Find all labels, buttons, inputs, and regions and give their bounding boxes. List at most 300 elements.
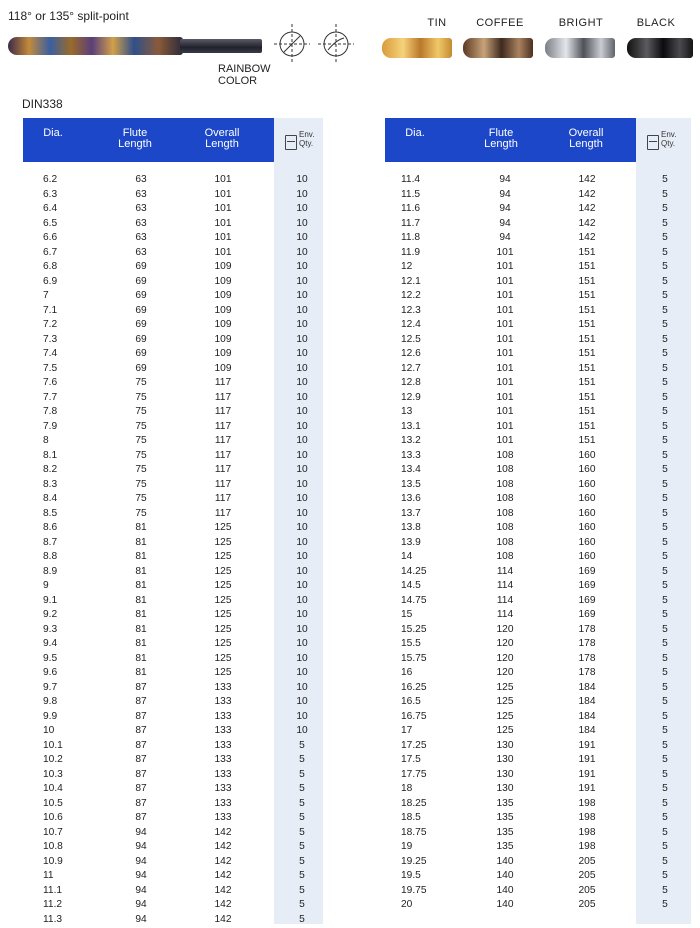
table-row bbox=[23, 449, 323, 464]
table-row bbox=[23, 463, 323, 478]
env-qty-cell: 5 bbox=[662, 420, 668, 432]
flute-length-cell: 81 bbox=[135, 551, 147, 562]
dia-cell: 11.1 bbox=[43, 884, 63, 896]
overall-length-cell: 142 bbox=[214, 870, 232, 881]
dia-cell: 17.25 bbox=[401, 739, 427, 751]
overall-length-cell: 205 bbox=[578, 855, 596, 867]
flute-length-cell: 81 bbox=[135, 536, 147, 548]
env-qty-cell: 10 bbox=[296, 435, 308, 446]
table-row bbox=[385, 724, 685, 739]
env-qty-cell: 5 bbox=[299, 768, 305, 780]
col-overall-header-line-2: Length bbox=[569, 138, 603, 150]
dia-cell: 12.9 bbox=[401, 391, 421, 403]
flute-length-cell: 75 bbox=[135, 449, 147, 461]
env-qty-cell: 5 bbox=[299, 826, 305, 838]
overall-length-cell: 101 bbox=[214, 188, 232, 200]
overall-length-cell: 133 bbox=[214, 754, 232, 765]
table-row bbox=[23, 246, 323, 261]
env-qty-cell: 10 bbox=[296, 725, 308, 736]
table-row bbox=[23, 579, 323, 594]
overall-length-cell: 184 bbox=[578, 725, 596, 736]
flute-length-cell: 108 bbox=[496, 536, 514, 548]
overall-length-cell: 151 bbox=[578, 246, 596, 258]
table-row bbox=[23, 333, 323, 348]
overall-length-cell: 117 bbox=[214, 377, 232, 388]
table-row bbox=[385, 855, 685, 870]
overall-length-cell: 101 bbox=[214, 217, 232, 229]
table-row bbox=[385, 347, 685, 362]
dia-cell: 10.6 bbox=[43, 812, 63, 823]
flute-length-cell: 101 bbox=[496, 246, 514, 258]
table-row bbox=[23, 695, 323, 710]
env-qty-cell: 10 bbox=[296, 464, 308, 475]
col-flute-header bbox=[113, 128, 157, 150]
dia-cell: 18 bbox=[401, 783, 413, 794]
table-row bbox=[23, 594, 323, 609]
dia-cell: 20 bbox=[401, 899, 413, 910]
flute-length-cell: 108 bbox=[496, 478, 514, 490]
table-row bbox=[385, 521, 685, 536]
dia-cell: 14.25 bbox=[401, 565, 427, 577]
env-qty-cell: 10 bbox=[296, 710, 308, 722]
env-qty-cell: 10 bbox=[296, 275, 308, 287]
overall-length-cell: 117 bbox=[214, 507, 232, 519]
flute-length-cell: 69 bbox=[135, 333, 147, 345]
env-qty-cell: 10 bbox=[296, 290, 308, 301]
dia-cell: 14 bbox=[401, 551, 413, 562]
overall-length-cell: 151 bbox=[578, 333, 596, 345]
env-qty-cell: 10 bbox=[296, 551, 308, 562]
flute-length-cell: 69 bbox=[135, 319, 147, 330]
dia-cell: 19.25 bbox=[401, 855, 427, 867]
env-qty-cell: 10 bbox=[296, 232, 308, 243]
dia-cell: 13.7 bbox=[401, 507, 421, 519]
dia-cell: 11.7 bbox=[401, 217, 421, 229]
table-row bbox=[23, 797, 323, 812]
overall-length-cell: 142 bbox=[214, 899, 232, 910]
table-row bbox=[385, 623, 685, 638]
flute-length-cell: 101 bbox=[496, 420, 514, 432]
env-qty-cell: 10 bbox=[296, 217, 308, 229]
finish-label-black: BLACK bbox=[636, 17, 676, 29]
dia-cell: 13.4 bbox=[401, 464, 421, 475]
table-row bbox=[23, 231, 323, 246]
env-qty-cell: 10 bbox=[296, 696, 308, 707]
flute-length-cell: 94 bbox=[135, 884, 147, 896]
overall-length-cell: 151 bbox=[578, 391, 596, 403]
dia-cell: 13.6 bbox=[401, 493, 421, 504]
table-row bbox=[23, 304, 323, 319]
overall-length-cell: 151 bbox=[578, 362, 596, 374]
env-qty-cell: 5 bbox=[662, 812, 668, 823]
col-overall-header-line-1: Overall bbox=[568, 127, 604, 139]
flute-length-cell: 120 bbox=[496, 638, 514, 649]
flute-length-cell: 130 bbox=[496, 768, 514, 780]
env-qty-cell: 5 bbox=[662, 797, 668, 809]
flute-length-cell: 94 bbox=[499, 188, 511, 200]
overall-length-cell: 142 bbox=[214, 855, 232, 867]
overall-length-cell: 109 bbox=[214, 362, 232, 374]
overall-length-cell: 133 bbox=[214, 768, 232, 780]
split-point-icon bbox=[274, 24, 354, 64]
overall-length-cell: 133 bbox=[214, 681, 232, 693]
env-qty-cell: 10 bbox=[296, 580, 308, 591]
table-row bbox=[23, 478, 323, 493]
flute-length-cell: 69 bbox=[135, 362, 147, 374]
table-row bbox=[23, 681, 323, 696]
flute-length-cell: 94 bbox=[135, 913, 147, 925]
overall-length-cell: 160 bbox=[578, 493, 596, 504]
env-qty-cell: 10 bbox=[296, 188, 308, 200]
table-row bbox=[385, 420, 685, 435]
table-row bbox=[385, 434, 685, 449]
dia-cell: 7.8 bbox=[43, 406, 58, 417]
table-row bbox=[23, 536, 323, 551]
table-row bbox=[23, 913, 323, 928]
env-qty-cell: 5 bbox=[662, 478, 668, 490]
flute-length-cell: 108 bbox=[496, 507, 514, 519]
table-row bbox=[23, 550, 323, 565]
env-qty-cell: 5 bbox=[662, 725, 668, 736]
table-row bbox=[385, 449, 685, 464]
table-row bbox=[385, 666, 685, 681]
overall-length-cell: 125 bbox=[214, 638, 232, 649]
dia-cell: 11.4 bbox=[401, 174, 421, 185]
col-flute-header-line-2: Length bbox=[118, 138, 152, 150]
env-qty-cell: 5 bbox=[299, 841, 305, 852]
dia-cell: 8.7 bbox=[43, 536, 58, 548]
table-row bbox=[23, 507, 323, 522]
flute-length-cell: 87 bbox=[135, 797, 147, 809]
dia-cell: 12.1 bbox=[401, 275, 421, 287]
table-row bbox=[385, 217, 685, 232]
flute-length-cell: 87 bbox=[135, 754, 147, 765]
overall-length-cell: 101 bbox=[214, 174, 232, 185]
table-row bbox=[385, 695, 685, 710]
overall-length-cell: 133 bbox=[214, 696, 232, 707]
overall-length-cell: 109 bbox=[214, 348, 232, 359]
overall-length-cell: 142 bbox=[214, 826, 232, 838]
table-row bbox=[385, 318, 685, 333]
overall-length-cell: 151 bbox=[578, 304, 596, 316]
table-row bbox=[23, 666, 323, 681]
col-flute-header-line-1: Flute bbox=[488, 127, 514, 139]
env-qty-cell: 5 bbox=[662, 377, 668, 388]
flute-length-cell: 114 bbox=[496, 594, 514, 606]
env-qty-cell: 5 bbox=[662, 304, 668, 316]
env-qty-cell: 10 bbox=[296, 493, 308, 504]
table-row bbox=[23, 289, 323, 304]
dia-cell: 13.8 bbox=[401, 522, 421, 533]
env-qty-cell: 5 bbox=[662, 232, 668, 243]
env-qty-cell: 5 bbox=[662, 435, 668, 446]
env-qty-cell: 5 bbox=[299, 739, 305, 751]
overall-length-cell: 184 bbox=[578, 710, 596, 722]
table-row bbox=[23, 275, 323, 290]
dia-cell: 13.9 bbox=[401, 536, 421, 548]
table-row bbox=[385, 275, 685, 290]
env-qty-cell: 5 bbox=[662, 710, 668, 722]
table-row bbox=[385, 202, 685, 217]
overall-length-cell: 125 bbox=[214, 652, 232, 664]
flute-length-cell: 130 bbox=[496, 739, 514, 751]
col-overall-header-line-2: Length bbox=[205, 138, 239, 150]
dia-cell: 11.5 bbox=[401, 188, 421, 200]
overall-length-cell: 117 bbox=[214, 464, 232, 475]
overall-length-cell: 184 bbox=[578, 681, 596, 693]
flute-length-cell: 81 bbox=[135, 652, 147, 664]
env-qty-cell: 5 bbox=[662, 406, 668, 417]
env-qty-cell: 5 bbox=[662, 290, 668, 301]
overall-length-cell: 142 bbox=[214, 884, 232, 896]
finish-label-bright: BRIGHT bbox=[558, 17, 604, 29]
table-row bbox=[385, 710, 685, 725]
env-qty-cell: 5 bbox=[662, 217, 668, 229]
col-flute-header bbox=[479, 128, 523, 150]
table-row bbox=[23, 217, 323, 232]
flute-length-cell: 101 bbox=[496, 275, 514, 287]
dia-cell: 17.5 bbox=[401, 754, 421, 765]
overall-length-cell: 151 bbox=[578, 420, 596, 432]
table-row bbox=[385, 811, 685, 826]
dia-cell: 6.3 bbox=[43, 188, 58, 200]
table-row bbox=[23, 362, 323, 377]
env-qty-cell: 5 bbox=[662, 319, 668, 330]
flute-length-cell: 135 bbox=[496, 841, 514, 852]
flute-length-cell: 81 bbox=[135, 623, 147, 635]
env-qty-cell: 5 bbox=[662, 174, 668, 185]
env-qty-cell: 10 bbox=[296, 348, 308, 359]
overall-length-cell: 151 bbox=[578, 348, 596, 359]
flute-length-cell: 87 bbox=[135, 696, 147, 707]
flute-length-cell: 81 bbox=[135, 580, 147, 591]
dia-cell: 17 bbox=[401, 725, 413, 736]
env-qty-cell: 5 bbox=[662, 275, 668, 287]
dia-cell: 8.6 bbox=[43, 522, 58, 533]
dia-cell: 18.75 bbox=[401, 826, 427, 838]
flute-length-cell: 120 bbox=[496, 623, 514, 635]
flute-length-cell: 101 bbox=[496, 261, 514, 272]
dia-cell: 7.5 bbox=[43, 362, 58, 374]
table-row bbox=[23, 637, 323, 652]
env-qty-cell: 5 bbox=[662, 580, 668, 591]
col-overall-header bbox=[195, 128, 249, 150]
env-qty-cell: 5 bbox=[662, 623, 668, 635]
dia-cell: 10.9 bbox=[43, 855, 63, 867]
flute-length-cell: 101 bbox=[496, 348, 514, 359]
flute-length-cell: 75 bbox=[135, 478, 147, 490]
overall-length-cell: 160 bbox=[578, 536, 596, 548]
overall-length-cell: 133 bbox=[214, 725, 232, 736]
dia-cell: 6.9 bbox=[43, 275, 58, 287]
overall-length-cell: 151 bbox=[578, 319, 596, 330]
overall-length-cell: 142 bbox=[578, 203, 596, 214]
dia-cell: 19.5 bbox=[401, 870, 421, 881]
dia-cell: 10.8 bbox=[43, 841, 63, 852]
overall-length-cell: 142 bbox=[578, 188, 596, 200]
dia-cell: 9 bbox=[43, 580, 49, 591]
table-row bbox=[385, 753, 685, 768]
envelope-box-icon bbox=[285, 135, 297, 150]
env-qty-cell: 5 bbox=[662, 261, 668, 272]
env-qty-cell: 10 bbox=[296, 377, 308, 388]
env-qty-cell: 5 bbox=[662, 681, 668, 693]
env-qty-cell: 5 bbox=[662, 594, 668, 606]
env-qty-cell: 5 bbox=[662, 739, 668, 751]
flute-length-cell: 101 bbox=[496, 290, 514, 301]
overall-length-cell: 205 bbox=[578, 899, 596, 910]
overall-length-cell: 151 bbox=[578, 275, 596, 287]
env-qty-cell: 5 bbox=[662, 507, 668, 519]
table-row bbox=[385, 362, 685, 377]
flute-length-cell: 94 bbox=[135, 870, 147, 881]
table-row bbox=[385, 492, 685, 507]
table-row bbox=[23, 623, 323, 638]
table-row bbox=[23, 188, 323, 203]
env-qty-cell: 5 bbox=[662, 754, 668, 765]
table-row bbox=[23, 608, 323, 623]
dia-cell: 15 bbox=[401, 609, 413, 620]
overall-length-cell: 117 bbox=[214, 420, 232, 432]
env-qty-cell: 5 bbox=[662, 652, 668, 664]
table-row bbox=[23, 173, 323, 188]
dia-cell: 16 bbox=[401, 667, 413, 678]
overall-length-cell: 117 bbox=[214, 478, 232, 490]
table-row bbox=[385, 782, 685, 797]
dia-cell: 10 bbox=[43, 725, 55, 736]
overall-length-cell: 125 bbox=[214, 623, 232, 635]
dia-cell: 6.6 bbox=[43, 232, 58, 243]
env-qty-cell: 10 bbox=[296, 174, 308, 185]
col-qty-header-line-1: Env. bbox=[661, 130, 677, 139]
table-row bbox=[23, 434, 323, 449]
table-row bbox=[385, 463, 685, 478]
table-row bbox=[385, 188, 685, 203]
dia-cell: 8.9 bbox=[43, 565, 58, 577]
table-row bbox=[23, 202, 323, 217]
env-qty-cell: 5 bbox=[299, 754, 305, 765]
overall-length-cell: 125 bbox=[214, 580, 232, 591]
col-qty-header-line-1: Env. bbox=[299, 130, 315, 139]
overall-length-cell: 178 bbox=[578, 638, 596, 649]
dia-cell: 13.5 bbox=[401, 478, 421, 490]
env-qty-cell: 10 bbox=[296, 261, 308, 272]
flute-length-cell: 87 bbox=[135, 768, 147, 780]
dia-cell: 6.8 bbox=[43, 261, 58, 272]
dia-cell: 8.3 bbox=[43, 478, 58, 490]
overall-length-cell: 117 bbox=[214, 435, 232, 446]
overall-length-cell: 169 bbox=[578, 609, 596, 620]
table-row bbox=[23, 855, 323, 870]
flute-length-cell: 94 bbox=[499, 217, 511, 229]
overall-length-cell: 191 bbox=[578, 783, 596, 794]
rainbow-label-line-2: COLOR bbox=[218, 75, 258, 87]
overall-length-cell: 125 bbox=[214, 667, 232, 678]
table-row bbox=[385, 405, 685, 420]
flute-length-cell: 114 bbox=[496, 565, 514, 577]
env-qty-cell: 10 bbox=[296, 304, 308, 316]
col-flute-header-line-2: Length bbox=[484, 138, 518, 150]
overall-length-cell: 109 bbox=[214, 319, 232, 330]
bright-drill-image bbox=[545, 38, 615, 58]
col-qty-header bbox=[299, 130, 314, 148]
flute-length-cell: 125 bbox=[496, 681, 514, 693]
col-overall-header bbox=[559, 128, 613, 150]
finish-label-coffee: COFFEE bbox=[476, 17, 524, 29]
flute-length-cell: 130 bbox=[496, 754, 514, 765]
dia-cell: 7.9 bbox=[43, 420, 58, 432]
dia-cell: 16.25 bbox=[401, 681, 427, 693]
flute-length-cell: 140 bbox=[496, 855, 514, 867]
dia-cell: 11.8 bbox=[401, 232, 421, 243]
flute-length-cell: 63 bbox=[135, 174, 147, 185]
overall-length-cell: 160 bbox=[578, 507, 596, 519]
overall-length-cell: 151 bbox=[578, 406, 596, 417]
dia-cell: 10.1 bbox=[43, 739, 63, 751]
table-row bbox=[385, 826, 685, 841]
dia-cell: 13 bbox=[401, 406, 413, 417]
flute-length-cell: 69 bbox=[135, 348, 147, 359]
table-row bbox=[385, 898, 685, 913]
envelope-box-icon bbox=[647, 135, 659, 150]
table-row bbox=[23, 724, 323, 739]
flute-length-cell: 101 bbox=[496, 391, 514, 403]
table-row bbox=[385, 333, 685, 348]
overall-length-cell: 160 bbox=[578, 464, 596, 475]
flute-length-cell: 94 bbox=[135, 841, 147, 852]
env-qty-cell: 5 bbox=[662, 826, 668, 838]
env-qty-cell: 10 bbox=[296, 449, 308, 461]
dia-cell: 12.7 bbox=[401, 362, 421, 374]
coffee-drill-image bbox=[463, 38, 533, 58]
env-qty-cell: 10 bbox=[296, 594, 308, 606]
dia-cell: 8 bbox=[43, 435, 49, 446]
dia-cell: 10.3 bbox=[43, 768, 63, 780]
overall-length-cell: 160 bbox=[578, 478, 596, 490]
flute-length-cell: 87 bbox=[135, 812, 147, 823]
env-qty-cell: 5 bbox=[662, 348, 668, 359]
col-overall-header-line-1: Overall bbox=[204, 127, 240, 139]
env-qty-cell: 5 bbox=[299, 812, 305, 823]
dia-cell: 12 bbox=[401, 261, 413, 272]
flute-length-cell: 120 bbox=[496, 667, 514, 678]
overall-length-cell: 205 bbox=[578, 884, 596, 896]
dia-cell: 7.6 bbox=[43, 377, 58, 388]
env-qty-cell: 10 bbox=[296, 319, 308, 330]
overall-length-cell: 169 bbox=[578, 580, 596, 591]
dia-cell: 7.7 bbox=[43, 391, 58, 403]
overall-length-cell: 133 bbox=[214, 797, 232, 809]
table-row bbox=[23, 652, 323, 667]
overall-length-cell: 133 bbox=[214, 710, 232, 722]
dia-cell: 7.4 bbox=[43, 348, 58, 359]
env-qty-cell: 10 bbox=[296, 623, 308, 635]
dia-cell: 9.3 bbox=[43, 623, 58, 635]
env-qty-cell: 5 bbox=[662, 536, 668, 548]
dia-cell: 7.3 bbox=[43, 333, 58, 345]
dia-cell: 9.5 bbox=[43, 652, 58, 664]
dia-cell: 18.25 bbox=[401, 797, 427, 809]
flute-length-cell: 63 bbox=[135, 203, 147, 214]
table-row bbox=[385, 637, 685, 652]
env-qty-cell: 5 bbox=[662, 522, 668, 533]
dia-cell: 8.8 bbox=[43, 551, 58, 562]
table-row bbox=[385, 507, 685, 522]
overall-length-cell: 117 bbox=[214, 391, 232, 403]
env-qty-cell: 10 bbox=[296, 536, 308, 548]
env-qty-cell: 10 bbox=[296, 507, 308, 519]
env-qty-cell: 5 bbox=[662, 449, 668, 461]
